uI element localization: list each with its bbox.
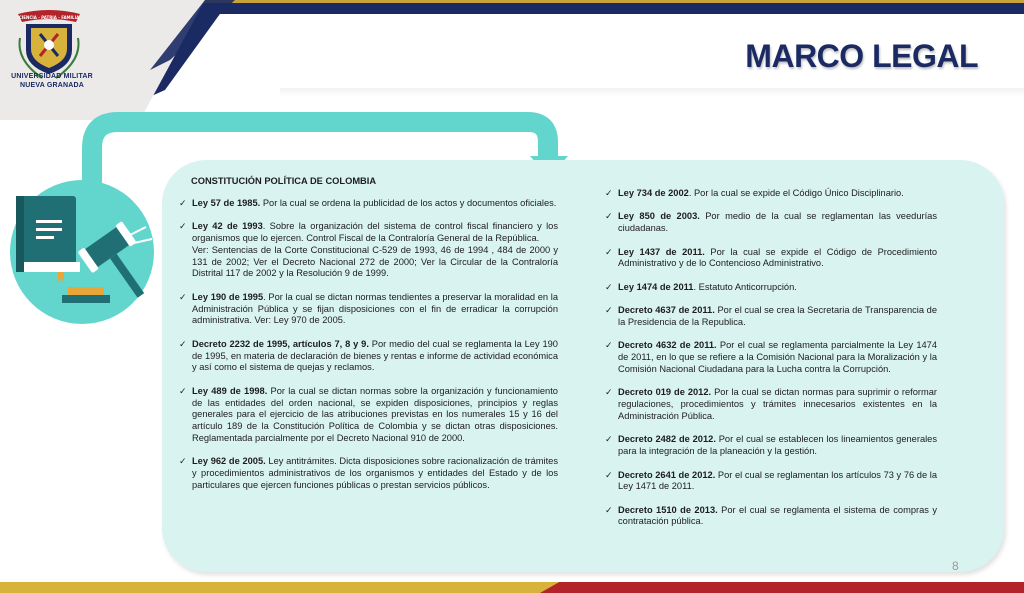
list-item — [176, 456, 558, 491]
check-icon: ✓ — [605, 188, 613, 198]
item-text: Por el cual se reglamentan los artículos 73 y 76 de la Ley 1471 de 2011. — [618, 469, 937, 492]
item-text: . Estatuto Anticorrupción. — [693, 281, 797, 292]
item-text: Por medio del cual se reglamenta la Ley 190 de 1995, en materia de declaración de bienes y rentas e informe de actividad económica y así como el sistema de quejas y reclamos. — [192, 338, 558, 373]
left-list — [176, 198, 558, 492]
bottom-bar-red — [540, 582, 1024, 593]
item-text: Por el cual se establecen los lineamientos generales para la integración de la planeación y la gestión. — [618, 434, 937, 457]
check-icon: ✓ — [605, 246, 613, 257]
check-icon: ✓ — [605, 281, 613, 292]
item-text: Por la cual se expide el Código de Procedimiento Administrativo y de lo Contencioso Administrativo. — [618, 246, 937, 269]
list-item — [602, 188, 937, 200]
item-title: Ley 734 de 2002 — [618, 188, 689, 198]
item-text: Por medio de la cual se reglamentan las veedurías ciudadanas. — [618, 211, 937, 234]
list-item — [602, 470, 937, 494]
list-item — [176, 221, 558, 280]
item-text: Por la cual se dictan normas para suprimir o reformar regulaciones, procedimientos y trámites innecesarios existentes en la Administración Pública. — [618, 387, 937, 421]
check-icon: ✓ — [605, 340, 613, 351]
item-title: Decreto 2641 de 2012. — [618, 469, 716, 480]
check-icon: ✓ — [179, 456, 187, 467]
list-item — [602, 340, 937, 375]
list-item — [602, 247, 937, 271]
item-title: Ley 1474 de 2011 — [618, 281, 694, 292]
item-title: Ley 1437 de 2011. — [618, 246, 705, 257]
item-title: Decreto 4637 de 2011. — [618, 305, 715, 316]
right-list — [602, 188, 937, 528]
item-title: Ley 190 de 1995 — [192, 291, 264, 302]
item-text: . Por la cual se dictan normas tendientes a preservar la moralidad en la Administración Pública y se fijan disposiciones con el fin de erradicar la corrupción administrativa. Ver: Ley 970 de 2005. — [192, 291, 558, 326]
item-title: Ley 489 de 1998. — [192, 385, 268, 396]
item-text: . Sobre la organización del sistema de control fiscal financiero y los organismos que lo ejercen. Control Fiscal de la Contraloría General de la República. — [192, 221, 558, 243]
check-icon: ✓ — [605, 504, 613, 515]
logo-motto: CIENCIA · PATRIA · FAMILIA — [18, 15, 80, 20]
item-title: Decreto 2482 de 2012. — [618, 434, 716, 445]
item-title: Ley 850 de 2003. — [618, 211, 700, 222]
item-title: Ley 962 de 2005. — [192, 456, 266, 467]
left-column — [176, 176, 558, 503]
list-item — [602, 434, 937, 458]
logo-text — [8, 72, 96, 90]
bottom-bar — [0, 582, 1024, 593]
logo-line-1: UNIVERSIDAD MILITAR — [11, 73, 93, 80]
check-icon: ✓ — [605, 305, 613, 316]
item-title: Ley 42 de 1993 — [192, 221, 263, 232]
title-rule — [280, 88, 1024, 96]
check-icon: ✓ — [179, 197, 187, 208]
list-item — [176, 339, 558, 374]
item-text: Ley antitrámites. Dicta disposiciones sobre racionalización de trámites y procedimientos administrativos de los organismos y entidades del Estado y de los particulares que ejercen funciones públicas o prestan servicios públicos. — [192, 456, 558, 490]
section-title: CONSTITUCIÓN POLÍTICA DE COLOMBIA — [191, 176, 377, 186]
item-title: Decreto 4632 de 2011. — [618, 340, 717, 351]
item-title: Decreto 2232 de 1995, artículos 7, 8 y 9. — [192, 338, 369, 349]
check-icon: ✓ — [605, 387, 613, 398]
gavel-icon — [60, 215, 170, 315]
check-icon: ✓ — [179, 221, 187, 232]
list-item — [602, 305, 937, 329]
list-item — [602, 387, 937, 422]
page-title: MARCO LEGAL — [745, 38, 978, 74]
check-icon: ✓ — [605, 469, 613, 480]
page-number: 8 — [952, 559, 959, 573]
item-text: Por el cual se reglamenta parcialmente la Ley 1474 de 2011, en lo que se refiere a la Comisión Nacional para la Moralización y la Comisión Nacional Ciudadana para la Lucha contra la Corrupción. — [618, 340, 937, 374]
item-text: . Por la cual se expide el Código Único Disciplinario. — [688, 188, 904, 198]
logo-line-2: NUEVA GRANADA — [19, 82, 85, 89]
check-icon: ✓ — [179, 385, 187, 396]
list-item — [602, 282, 937, 294]
list-item — [602, 505, 937, 529]
right-column — [602, 188, 937, 540]
bottom-bar-gold — [0, 582, 560, 593]
item-text: Por la cual se dictan normas sobre la organización y funcionamiento de las entidades del orden nacional, se expiden disposiciones, principios y reglas generales para el ejercicio de las atribuciones previstas en los numerales 15 y 16 del artículo 189 de la Constitución Política de Colombia y se dictan otras disposiciones. Reglamentada parcialmente por el Decreto Nacional 910 de 2000. — [192, 385, 558, 443]
item-text: Por el cual se crea la Secretaria de Transparencia de la Presidencia de la Republica. — [618, 305, 938, 327]
list-item — [176, 198, 558, 210]
item-title: Decreto 1510 de 2013. — [618, 504, 718, 515]
item-title: Decreto 019 de 2012. — [618, 387, 712, 398]
item-text: Por el cual se reglamenta el sistema de compras y contratación pública. — [618, 504, 937, 527]
check-icon: ✓ — [179, 338, 187, 349]
list-item — [602, 211, 937, 235]
check-icon: ✓ — [605, 211, 613, 222]
check-icon: ✓ — [605, 434, 613, 445]
check-icon: ✓ — [179, 291, 187, 302]
item-note: Ver: Sentencias de la Corte Constitucional C-529 de 1993, 46 de 1994 , 484 de 2000 y 131 de 2002; Ver el Decreto Nacional 272 de 2000; Ver la Circular de la Contraloría Distrital 117 de 2002 y la Resolución 9 de 1999. — [192, 244, 558, 279]
item-title: Ley 57 de 1985. — [192, 197, 261, 208]
item-text: Por la cual se ordena la publicidad de los actos y documentos oficiales. — [260, 197, 557, 208]
list-item — [176, 292, 558, 327]
list-item — [176, 386, 558, 445]
